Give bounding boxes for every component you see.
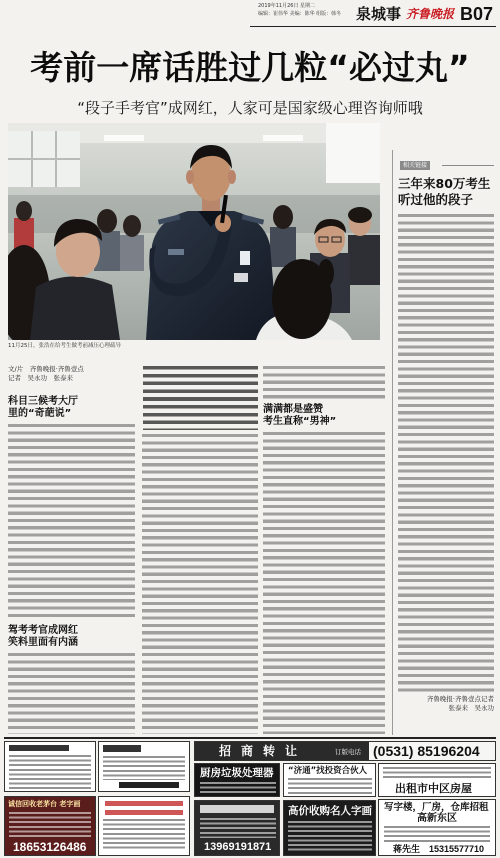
page-number: B07 <box>460 4 494 24</box>
article-body-text <box>8 424 135 621</box>
ad-rental-title: 出租市中区房屋 <box>395 782 472 795</box>
section-title-3-line1: 满满都是盛赞 <box>263 404 323 415</box>
sidebar-byline-line2: 张泰来 吴永功 <box>448 704 494 712</box>
related-link-tag: 相关链接 <box>400 161 430 170</box>
section-title-2-line1: 驾考考官成网红 <box>8 625 78 636</box>
related-link-rule <box>442 165 494 166</box>
article-photo <box>8 123 380 340</box>
ad-liquor-phone: 13969191871 <box>204 841 272 853</box>
article-body-text <box>8 653 135 734</box>
ad-calligraphy-purchase <box>283 800 376 856</box>
editor-credits: 编辑：崔伟华 美编：陈华 组版：韩冬 <box>258 11 342 17</box>
ad-jitong-title: “济通”找投资合伙人 <box>288 766 368 776</box>
article-lead-paragraph <box>143 366 258 430</box>
headline: 考前一席话胜过几粒“必过丸” <box>30 48 470 87</box>
ad-rental-shizhong <box>378 763 496 797</box>
sidebar-byline-line1: 齐鲁晚报·齐鲁壹点记者 <box>426 695 494 703</box>
photo-caption: 11月25日，张浩在给考生做考前减压心理疏导 <box>8 343 121 349</box>
article-body-text <box>142 434 258 734</box>
ad-banner-phone: (0531) 85196204 <box>373 743 480 759</box>
ad-office-title: 写字楼，厂房，仓库招租 <box>384 802 489 813</box>
article-body-text <box>263 432 385 734</box>
ad-jitong-partner <box>283 763 376 797</box>
sidebar-title-line2: 听过他的段子 <box>398 192 474 207</box>
sidebar-body-text <box>398 214 494 692</box>
ad-kitchen-title: 厨房垃圾处理器 <box>200 767 274 779</box>
section-title-1-line2: 里的“奇葩说” <box>8 408 72 419</box>
subheadline: “段子手考官”成网红，人家可是国家级心理咨询师哦 <box>77 99 423 117</box>
ad-maotai-title: 诚信回收老茅台 老字画 <box>8 800 81 808</box>
ad-liquor-purchase <box>194 800 280 856</box>
ad-calligraphy-title: 高价收购名人字画 <box>288 805 372 817</box>
classified-ad <box>4 741 96 792</box>
article-byline-line2: 记者 吴永功 张泰来 <box>8 374 73 382</box>
article-byline-line1: 文/片 齐鲁晚报·齐鲁壹点 <box>8 365 84 373</box>
newspaper-logo: 齐鲁晚报 <box>406 7 455 21</box>
ad-maotai-recycling <box>4 796 96 856</box>
ad-maotai-phone: 18653126486 <box>13 840 87 854</box>
ad-office-rental <box>378 799 496 856</box>
ad-kitchen-disposer <box>194 763 280 797</box>
section-title-1-line1: 科目三候考大厅 <box>8 396 78 407</box>
header-rule <box>250 26 496 27</box>
ad-banner-phone-label: 订版电话 <box>335 748 361 756</box>
classified-ad <box>98 741 190 792</box>
ads-divider <box>4 737 496 739</box>
sidebar-title-line1: 三年来80万考生 <box>398 176 491 191</box>
issue-date: 2019年11月26日 星期二 <box>258 3 316 9</box>
section-title-3-line2: 考生直称“男神” <box>263 416 337 427</box>
section-name: 泉城事 <box>356 5 402 23</box>
article-body-text <box>263 366 385 400</box>
section-title-2-line2: 笑料里面有内涵 <box>8 637 78 648</box>
ad-office-area: 高新东区 <box>417 813 457 824</box>
ad-sales-banner <box>194 741 496 761</box>
ad-liquor-collect <box>98 796 190 856</box>
column-divider <box>392 150 393 735</box>
ad-office-contact: 蒋先生 15315577710 <box>393 844 485 854</box>
ad-banner-label: 招商转让 <box>219 744 308 758</box>
